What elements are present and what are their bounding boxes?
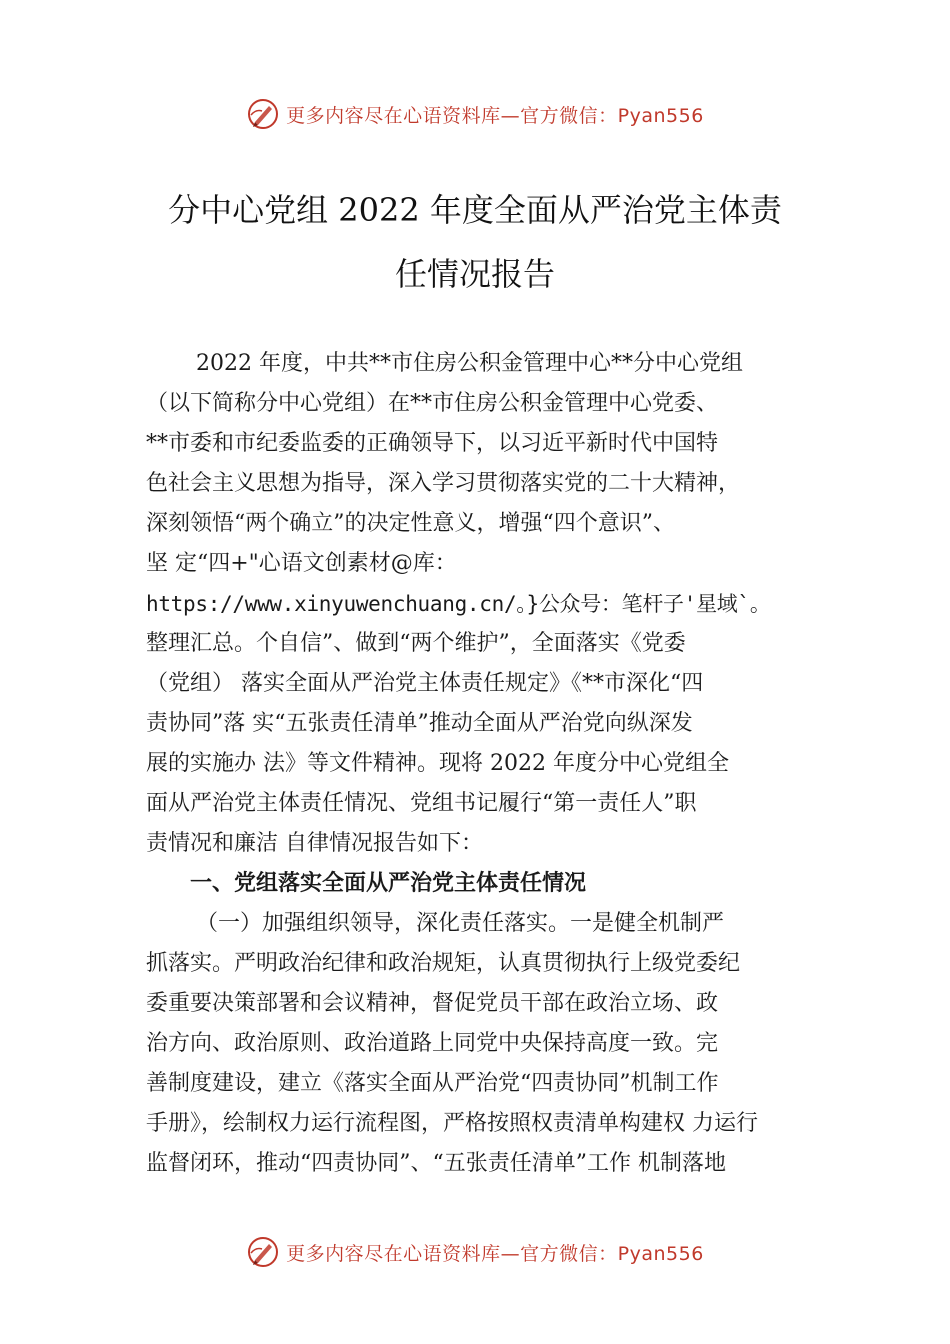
body-line: 整理汇总。个自信”、做到“两个维护”，全面落实《党委: [146, 631, 686, 656]
body-line: 抓落实。严明政治纪律和政治规矩，认真贯彻执行上级党委纪: [146, 951, 741, 976]
body-line: 面从严治党主体责任情况、党组书记履行“第一责任人”职: [146, 791, 697, 816]
body-line: 治方向、政治原则、政治道路上同党中央保持高度一致。完: [146, 1031, 719, 1056]
body-line: **市委和市纪委监委的正确领导下，以习近平新时代中国特: [146, 431, 719, 456]
document-title: [0, 178, 950, 306]
body-line: 2022 年度，中共**市住房公积金管理中心**分中心党组: [196, 351, 743, 376]
body-line: 委重要决策部署和会议精神，督促党员干部在政治立场、政: [146, 991, 719, 1016]
watermark-text: 更多内容尽在心语资料库—官方微信：Pyan556: [286, 104, 704, 127]
body-line: 善制度建设，建立《落实全面从严治党“四责协同”机制工作: [146, 1071, 719, 1096]
document-body: [146, 344, 822, 1184]
pen-seal-icon: [246, 97, 280, 131]
section-heading: 一、党组落实全面从严治党主体责任情况: [190, 871, 587, 896]
watermark-header: [0, 94, 950, 134]
pen-seal-icon: [246, 1235, 280, 1269]
body-line: （党组） 落实全面从严治党主体责任规定》《**市深化“四: [146, 671, 704, 696]
body-line: 责协同”落 实“五张责任清单”推动全面从严治党向纵深发: [146, 711, 693, 736]
body-line: 色社会主义思想为指导，深入学习贯彻落实党的二十大精神，: [146, 471, 741, 496]
body-line: （一）加强组织领导，深化责任落实。一是健全机制严: [196, 911, 725, 936]
body-line: 深刻领悟“两个确立”的决定性意义，增强“四个意识”、: [146, 511, 675, 536]
title-line-2: 任情况报告: [394, 255, 555, 293]
body-line: 手册》，绘制权力运行流程图，严格按照权责清单构建权 力运行: [146, 1111, 758, 1136]
body-line: https://www.xinyuwenchuang.cn/。}公众号：笔杆子'星域`。: [146, 592, 771, 616]
body-line: 展的实施办 法》等文件精神。现将 2022 年度分中心党组全: [146, 751, 729, 776]
body-line: 坚 定“四+"心语文创素材@库：: [146, 551, 457, 576]
body-line: 责情况和廉洁 自律情况报告如下：: [146, 831, 483, 856]
body-line: （以下简称分中心党组）在**市住房公积金管理中心党委、: [146, 391, 719, 416]
body-line: 监督闭环，推动“四责协同”、“五张责任清单”工作 机制落地: [146, 1151, 726, 1176]
title-line-1: 分中心党组 2022 年度全面从严治党主体责: [168, 191, 782, 229]
watermark-footer: [0, 1232, 950, 1272]
watermark-text: 更多内容尽在心语资料库—官方微信：Pyan556: [286, 1242, 704, 1265]
